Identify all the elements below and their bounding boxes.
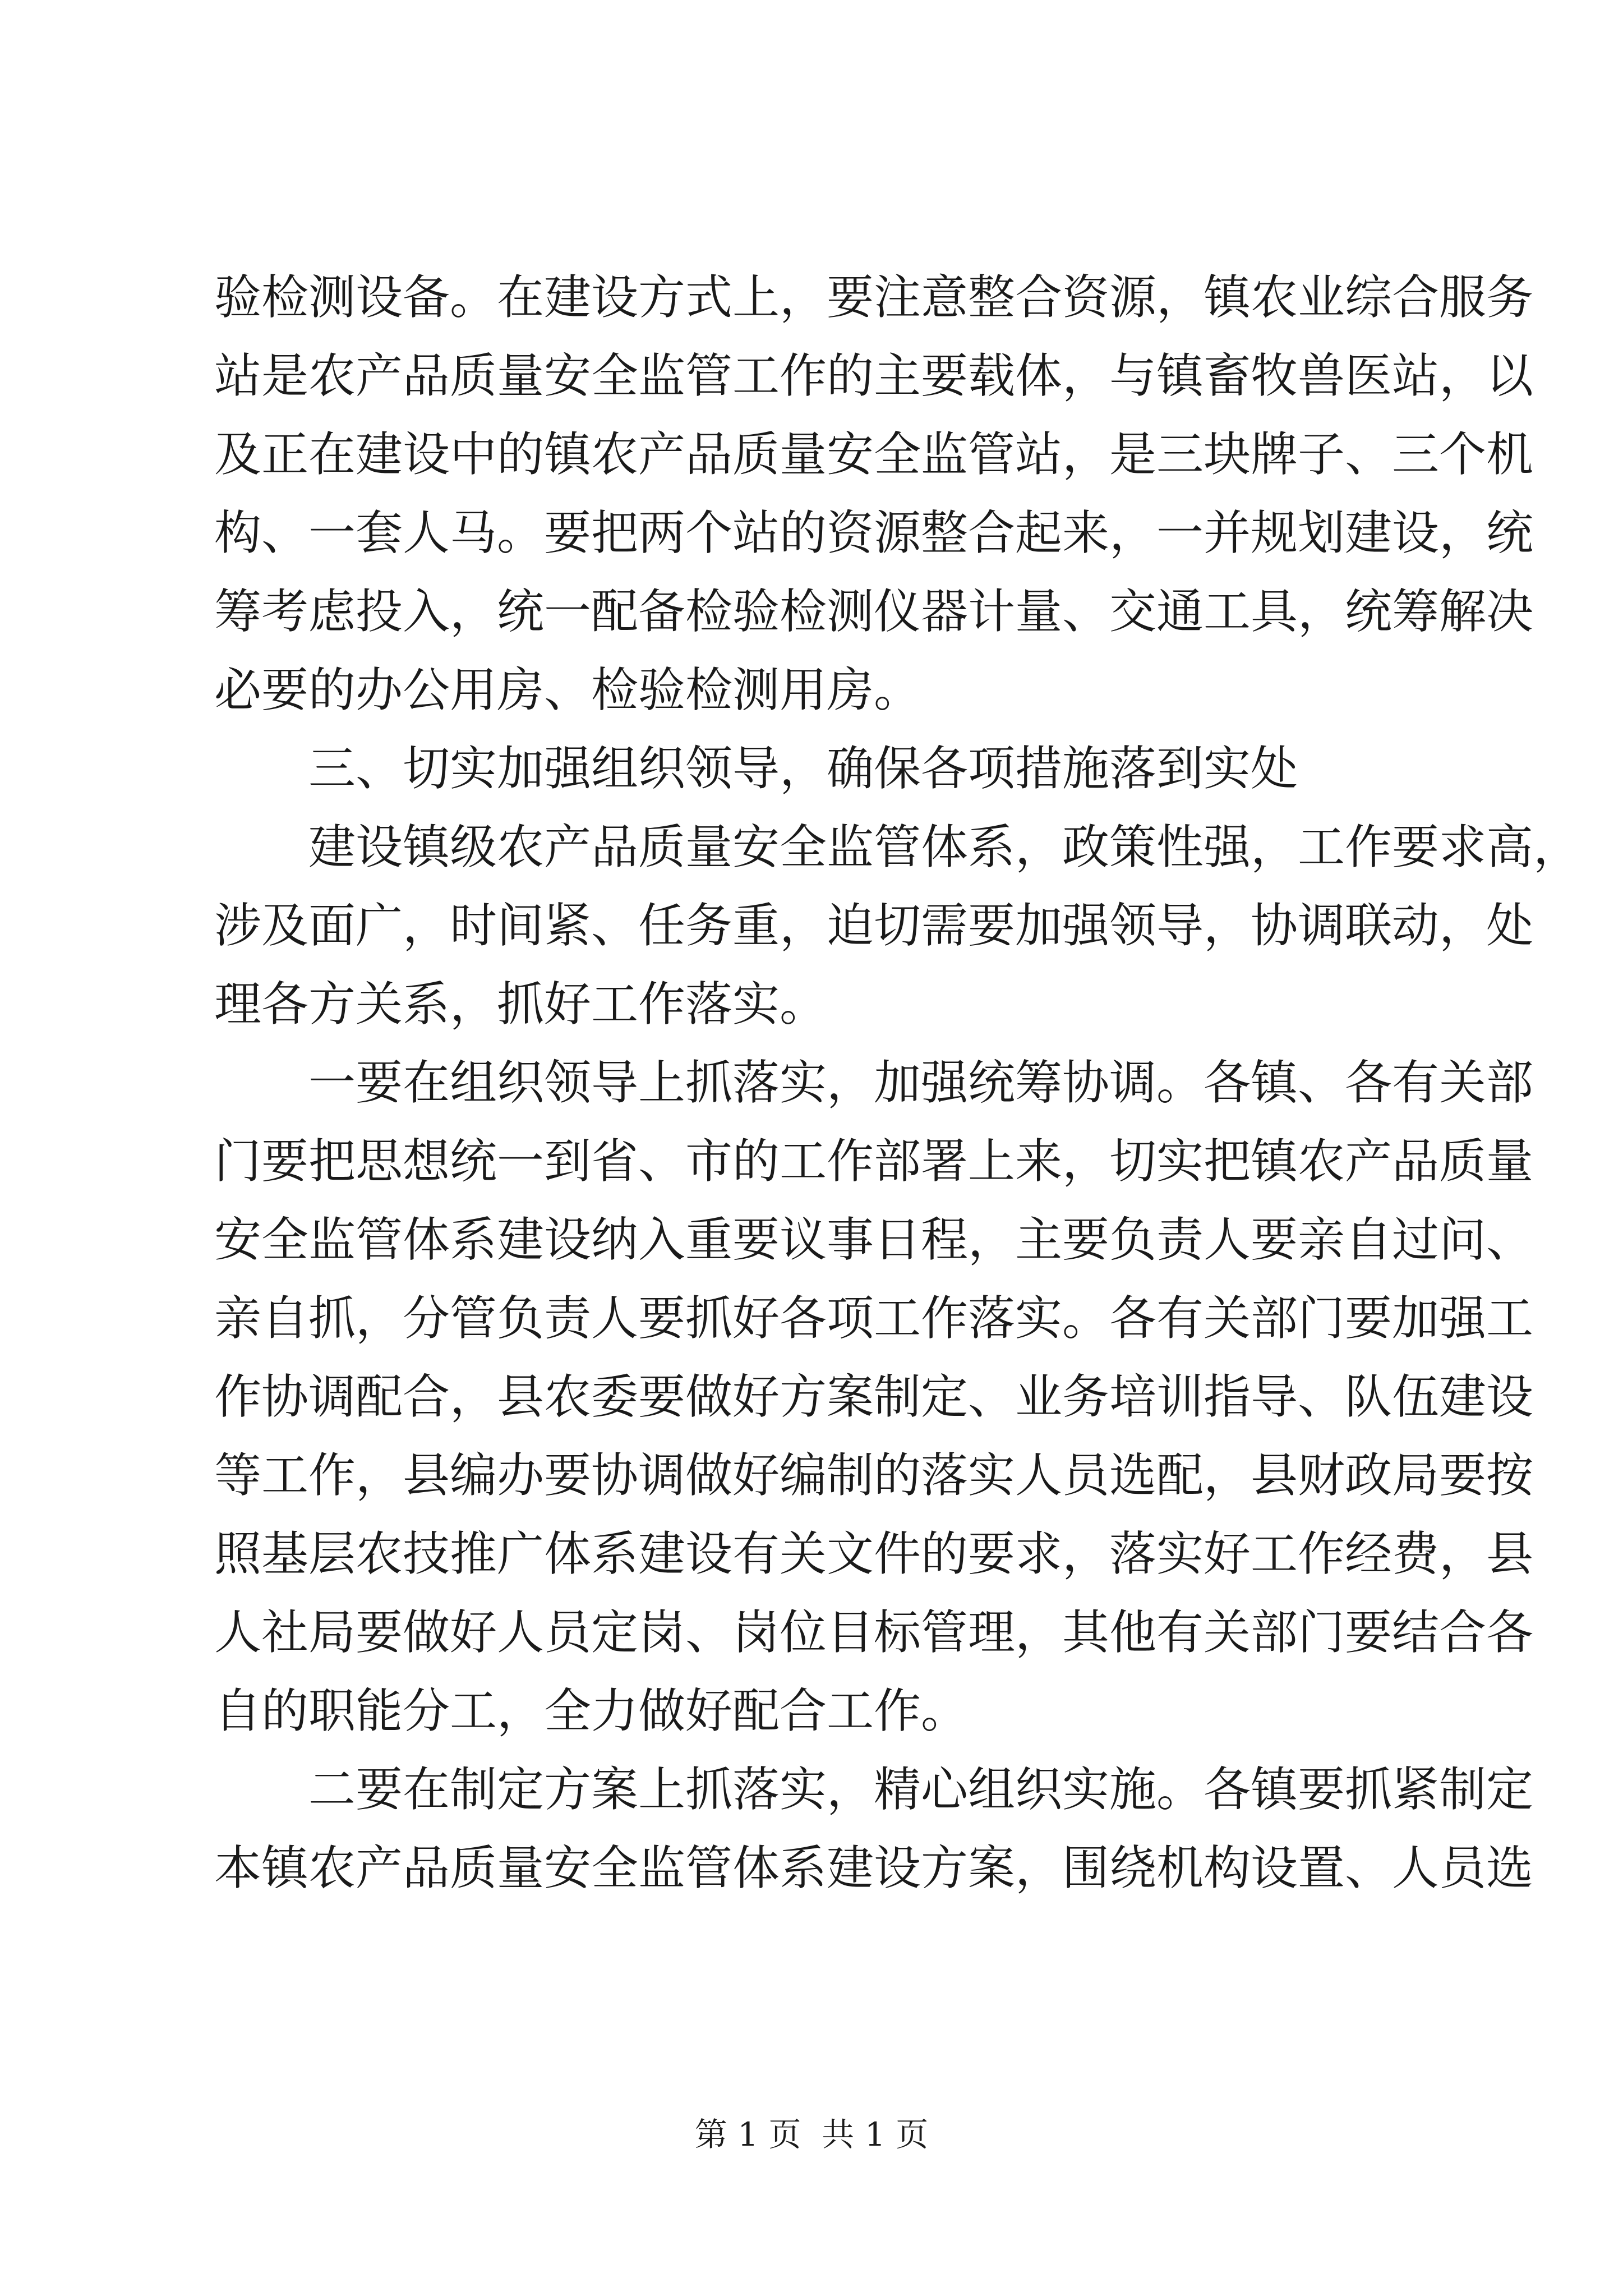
text-line: 人社局要做好人员定岗、岗位目标管理，其他有关部门要结合各	[214, 1605, 1534, 1660]
text-line: 亲自抓，分管负责人要抓好各项工作落实。各有关部门要加强工	[214, 1291, 1534, 1346]
document-body	[214, 258, 1581, 1907]
section-heading: 三、切实加强组织领导，确保各项措施落到实处	[308, 741, 1298, 796]
text-line: 一要在组织领导上抓落实，加强统筹协调。各镇、各有关部	[308, 1055, 1534, 1110]
text-line: 安全监管体系建设纳入重要议事日程，主要负责人要亲自过问、	[214, 1212, 1534, 1267]
text-line: 二要在制定方案上抓落实，精心组织实施。各镇要抓紧制定	[308, 1762, 1534, 1817]
text-line: 门要把思想统一到省、市的工作部署上来，切实把镇农产品质量	[214, 1134, 1534, 1189]
text-line: 筹考虑投入，统一配备检验检测仪器计量、交通工具，统筹解决	[214, 584, 1534, 639]
text-line: 建设镇级农产品质量安全监管体系，政策性强，工作要求高，	[308, 820, 1581, 875]
text-line: 站是农产品质量安全监管工作的主要载体，与镇畜牧兽医站，以	[214, 348, 1534, 403]
text-line: 理各方关系，抓好工作落实。	[214, 977, 827, 1032]
text-line: 照基层农技推广体系建设有关文件的要求，落实好工作经费，县	[214, 1526, 1534, 1581]
text-line: 及正在建设中的镇农产品质量安全监管站，是三块牌子、三个机	[214, 427, 1534, 482]
text-line: 自的职能分工，全力做好配合工作。	[214, 1683, 969, 1738]
text-line: 作协调配合，县农委要做好方案制定、业务培训指导、队伍建设	[214, 1369, 1534, 1424]
text-line: 验检测设备。在建设方式上，要注意整合资源，镇农业综合服务	[214, 270, 1534, 325]
page-footer	[0, 2112, 1623, 2157]
text-line: 涉及面广，时间紧、任务重，迫切需要加强领导，协调联动，处	[214, 898, 1534, 953]
text-line: 构、一套人马。要把两个站的资源整合起来，一并规划建设，统	[214, 505, 1534, 560]
text-line: 必要的办公用房、检验检测用房。	[214, 662, 921, 717]
text-line: 本镇农产品质量安全监管体系建设方案，围绕机构设置、人员选	[214, 1841, 1534, 1895]
text-line: 等工作，县编办要协调做好编制的落实人员选配，县财政局要按	[214, 1448, 1534, 1503]
page-number: 第 1 页 共 1 页	[694, 2115, 929, 2154]
